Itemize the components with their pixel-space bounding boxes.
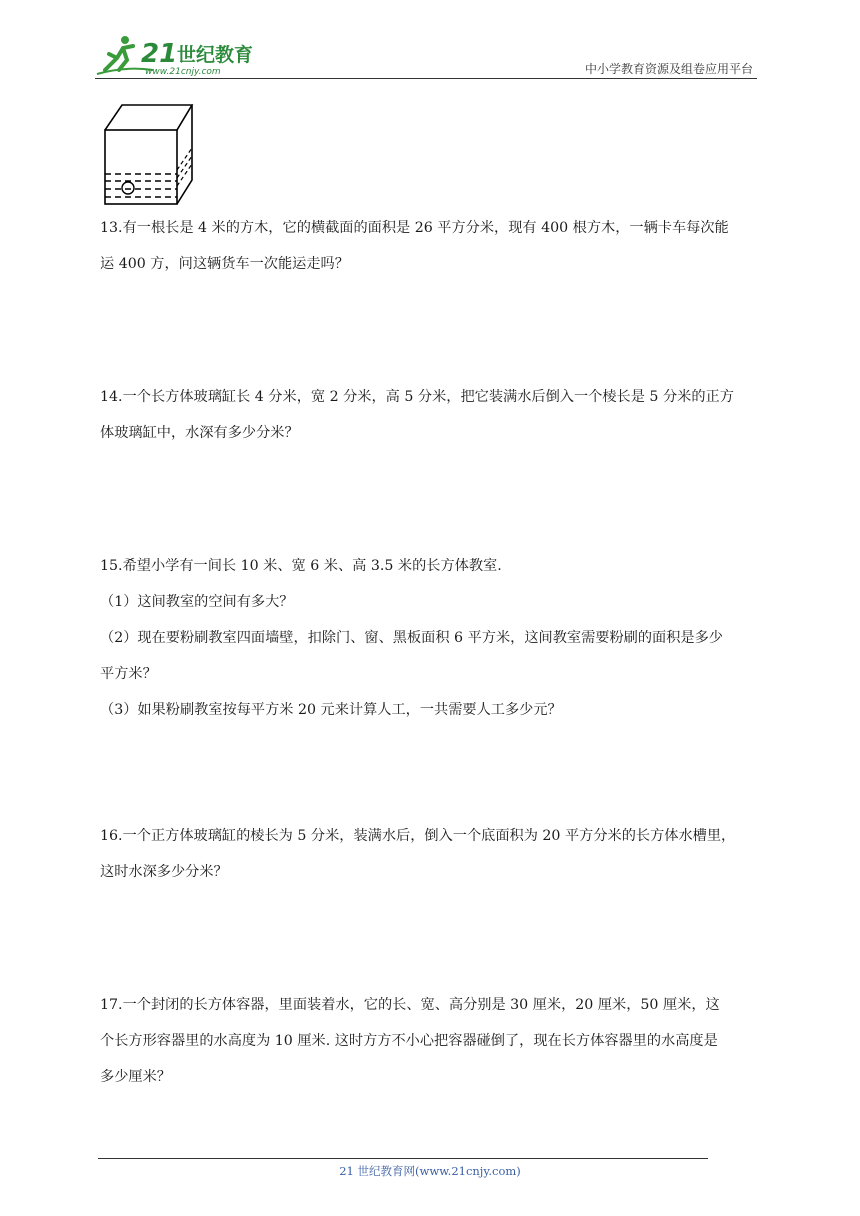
question-number: 15. — [100, 558, 123, 574]
question-text: 一个正方体玻璃缸的棱长为 5 分米，装满水后，倒入一个底面积为 20 平方分米的长方体水槽里， — [122, 828, 736, 844]
logo — [95, 30, 265, 78]
question-number: 13. — [100, 220, 123, 236]
question-number: 16. — [100, 828, 123, 844]
question-text: 一个长方体玻璃缸长 4 分米，宽 2 分米，高 5 分米，把它装满水后倒入一个棱长是 5 分米的正方 — [122, 389, 734, 405]
svg-text:www.21cnjy.com: www.21cnjy.com — [145, 67, 221, 77]
question-text: 多少厘米？ — [100, 1069, 171, 1085]
question-text: （2）现在要粉刷教室四面墙壁，扣除门、窗、黑板面积 6 平方米，这间教室需要粉刷的面积是多少 — [100, 630, 723, 646]
question-text: 一个封闭的长方体容器，里面装着水，它的长、宽、高分别是 30 厘米，20 厘米，50 厘米，这 — [122, 997, 720, 1013]
page-header — [95, 30, 757, 78]
question-text: 有一根长是 4 米的方木，它的横截面的面积是 26 平方分米，现有 400 根方木，一辆卡车每次能 — [122, 220, 729, 236]
question-text: 运 400 方，问这辆货车一次能运走吗？ — [100, 256, 349, 272]
question-13 — [100, 210, 760, 282]
logo-graphic — [95, 30, 265, 78]
svg-text:21: 21 — [141, 39, 178, 69]
question-text: 体玻璃缸中，水深有多少分米？ — [100, 425, 299, 441]
question-text: 个长方形容器里的水高度为 10 厘米. 这时方方不小心把容器碰倒了，现在长方体容器里的水高度是 — [100, 1033, 718, 1049]
question-text: （1）这间教室的空间有多大？ — [100, 594, 294, 610]
question-text: 希望小学有一间长 10 米、宽 6 米、高 3.5 米的长方体教室. — [122, 558, 502, 574]
question-16 — [100, 818, 760, 890]
question-text: 这时水深多少分米？ — [100, 864, 228, 880]
question-number: 17. — [100, 997, 123, 1013]
question-17 — [100, 987, 760, 1095]
svg-text:世纪教育: 世纪教育 — [177, 44, 254, 66]
question-number: 14. — [100, 389, 123, 405]
question-14 — [100, 379, 760, 451]
footer-divider — [98, 1158, 708, 1159]
platform-name: 中小学教育资源及组卷应用平台 — [584, 62, 753, 76]
question-text: （3）如果粉刷教室按每平方米 20 元来计算人工，一共需要人工多少元？ — [100, 702, 562, 718]
footer-text: 21 世纪教育网(www.21cnjy.com) — [339, 1164, 521, 1178]
cube-container-figure — [100, 100, 200, 210]
question-15 — [100, 548, 760, 728]
question-text: 平方米？ — [100, 666, 157, 682]
header-divider — [95, 78, 757, 79]
